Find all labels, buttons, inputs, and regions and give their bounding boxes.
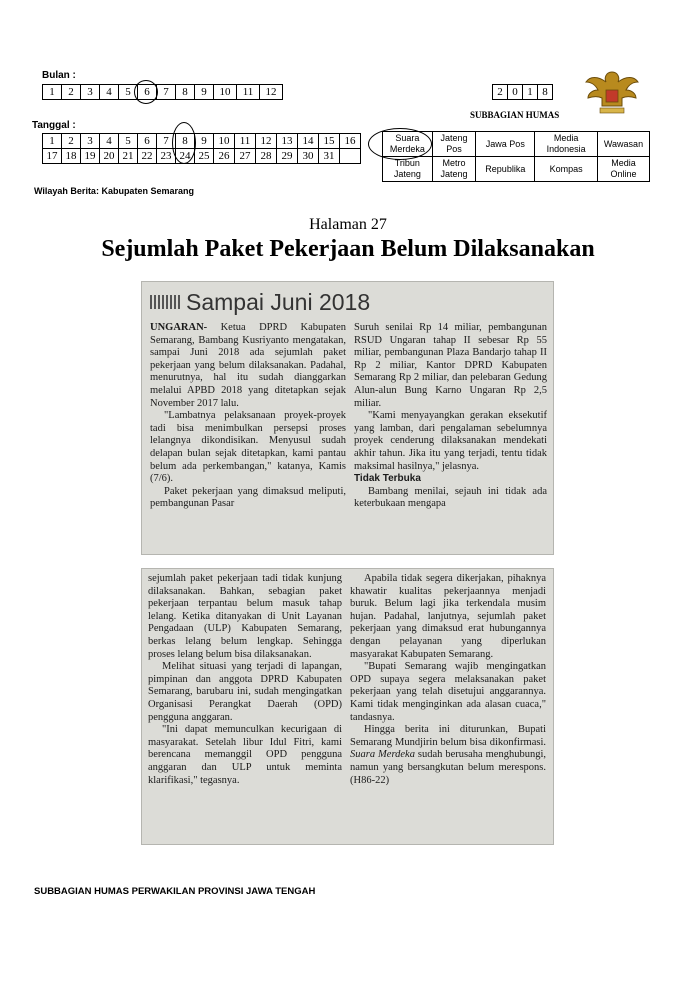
date-cell: 15 <box>319 134 340 149</box>
date-cell: 22 <box>138 149 157 164</box>
tanggal-label: Tanggal : <box>32 120 76 131</box>
date-cell: 4 <box>100 134 119 149</box>
month-cell: 9 <box>195 85 214 100</box>
article-column-4 <box>350 573 546 787</box>
article-paragraph: Melihat situasi yang terjadi di lapangan, pimpinan dan anggota DPRD Kabupaten Semarang, barubaru ini, sudah mengingatkan Organisasi Perangkat Daerah (OPD) pengguna anggaran. <box>148 661 342 723</box>
article-paragraph: UNGARAN- Ketua DPRD Kabupaten Semarang, Bambang Kusriyanto mengatakan, sampai Juni 2018 ada sejumlah paket pekerjaan yang belum dilaksanakan. Padahal, menurutnya, hal itu sudah dianggarkan melalui APBD 2018 yang ditetapkan sejak November 2017 lalu. <box>150 322 346 409</box>
date-cell: 9 <box>195 134 214 149</box>
date-cell: 27 <box>235 149 256 164</box>
media-cell: Metro Jateng <box>432 157 476 182</box>
garuda-emblem-icon <box>582 66 642 116</box>
date-cell: 20 <box>100 149 119 164</box>
news-clip-bottom <box>141 568 554 845</box>
month-cell: 7 <box>157 85 176 100</box>
media-cell: Jateng Pos <box>432 132 476 157</box>
wilayah-berita: Wilayah Berita: Kabupaten Semarang <box>34 186 194 196</box>
month-cell: 1 <box>43 85 62 100</box>
article-paragraph: sejumlah paket pekerjaan tadi tidak kunjung dilaksanakan. Bahkan, sebagian paket pekerjaan terpantau belum masuk tahap lelang. Ketika ditanyakan di Unit Layanan Pengadaan (ULP) Kabupaten Semarang, berkas lelang belum lengkap. Sehingga proses lelang belum bisa dilaksanakan. <box>148 573 342 660</box>
subbagian-label: SUBBAGIAN HUMAS <box>470 110 560 120</box>
media-cell: Kompas <box>535 157 598 182</box>
date-cell: 24 <box>176 149 195 164</box>
article-paragraph: Bambang menilai, sejauh ini tidak ada keterbukaan mengapa <box>354 485 547 510</box>
date-cell: 12 <box>256 134 277 149</box>
date-cell: 30 <box>298 149 319 164</box>
date-cell: 14 <box>298 134 319 149</box>
media-cell: Tribun Jateng <box>383 157 433 182</box>
date-cell: 21 <box>119 149 138 164</box>
source-name: Suara Merdeka <box>350 749 415 761</box>
bulan-label: Bulan : <box>42 70 76 81</box>
date-cell <box>340 149 361 164</box>
clip-title: Sampai Juni 2018 <box>186 288 371 315</box>
month-cell: 2 <box>62 85 81 100</box>
month-cell: 6 <box>138 85 157 100</box>
date-cell: 23 <box>157 149 176 164</box>
date-cell: 31 <box>319 149 340 164</box>
date-cell: 6 <box>138 134 157 149</box>
footer-label: SUBBAGIAN HUMAS PERWAKILAN PROVINSI JAWA TENGAH <box>34 886 316 897</box>
news-clip-top <box>141 281 554 555</box>
article-paragraph: "Lambatnya pelaksanaan proyek-proyek tadi bisa menimbulkan persepsi proses lelangnya dikondisikan. Menyusul sudah delapan bulan sejak ditetapkan, kami pantau belum ada perkembangan," katanya, Kamis (7/6). <box>150 410 346 485</box>
date-cell: 8 <box>176 134 195 149</box>
selected-date-circle <box>172 122 196 164</box>
year-digit: 0 <box>508 85 523 100</box>
date-cell: 11 <box>235 134 256 149</box>
article-column-1 <box>150 322 346 511</box>
date-cell: 28 <box>256 149 277 164</box>
date-cell: 1 <box>43 134 62 149</box>
month-cell: 3 <box>81 85 100 100</box>
date-cell: 19 <box>81 149 100 164</box>
headline: Sejumlah Paket Pekerjaan Belum Dilaksanakan <box>101 236 595 262</box>
date-cell: 17 <box>43 149 62 164</box>
date-cell: 10 <box>214 134 235 149</box>
year-digit: 2 <box>493 85 508 100</box>
date-cell: 29 <box>277 149 298 164</box>
article-paragraph: Paket pekerjaan yang dimaksud meliputi, pembangunan Pasar <box>150 485 346 510</box>
month-cell: 11 <box>237 85 260 100</box>
year-digit: 1 <box>523 85 538 100</box>
tanggal-grid <box>42 133 361 164</box>
month-cell: 4 <box>100 85 119 100</box>
clip-title-bar <box>150 288 370 316</box>
media-cell: Jawa Pos <box>476 132 535 157</box>
month-cell: 5 <box>119 85 138 100</box>
title-stripes-icon <box>150 295 180 309</box>
selected-media-circle <box>368 128 432 160</box>
date-cell: 18 <box>62 149 81 164</box>
year-box <box>492 84 553 100</box>
article-paragraph: Suruh senilai Rp 14 miliar, pembangunan RSUD Ungaran tahap II sebesar Rp 55 miliar, pembangunan Plaza Bandarjo tahap II Rp 2 miliar, Kantor DPRD Kabupaten Semarang Rp 2 miliar, dan pelebaran Gedung Alun-alun Bung Karno Ungaran Rp 2,5 miliar. <box>354 322 547 409</box>
media-cell: Suara Merdeka <box>383 132 433 157</box>
page-number: Halaman 27 <box>309 216 387 233</box>
article-paragraph: "Kami menyayangkan gerakan eksekutif yang lamban, dari pengalaman sebelumnya proyek cenderung dilaksanakan mendekati akhir tahun. Jika itu yang terjadi, tentu tidak maksimal hasilnya," jelasnya. <box>354 410 547 472</box>
month-cell: 12 <box>260 85 283 100</box>
article-paragraph: Hingga berita ini diturunkan, Bupati Semarang Mundjirin belum bisa dikonfirmasi. Suara Merdeka sudah berusaha menghubungi, namun yang bersangkutan belum merespons. (H86-22) <box>350 724 546 786</box>
article-column-2 <box>354 322 547 511</box>
date-cell: 7 <box>157 134 176 149</box>
article-paragraph: Apabila tidak segera dikerjakan, pihaknya khawatir kualitas pekerjaannya menjadi buruk. Belum lagi jika terkendala musim hujan. Padahal, lanjutnya, sejumlah paket pekerjaan yang dimaksud erat hubungannya dengan pelayanan yang diperlukan masyarakat Kabupaten Semarang. <box>350 573 546 660</box>
date-cell: 16 <box>340 134 361 149</box>
date-cell: 13 <box>277 134 298 149</box>
date-cell: 2 <box>62 134 81 149</box>
dateline: UNGARAN- <box>150 322 208 333</box>
month-cell: 10 <box>214 85 237 100</box>
selected-month-circle <box>134 80 158 104</box>
bulan-grid <box>42 84 283 100</box>
media-cell: Republika <box>476 157 535 182</box>
article-column-3 <box>148 573 342 787</box>
media-cell: Media Indonesia <box>535 132 598 157</box>
article-paragraph: "Ini dapat memunculkan kecurigaan di masyarakat. Setelah libur Idul Fitri, kami berencana memanggil OPD pengguna anggaran dan ULP untuk meminta klarifikasi," tegasnya. <box>148 724 342 786</box>
date-cell: 3 <box>81 134 100 149</box>
year-digit: 8 <box>538 85 553 100</box>
month-cell: 8 <box>176 85 195 100</box>
article-paragraph: "Bupati Semarang wajib mengingatkan OPD supaya segera melaksanakan paket pekerjaan yang telah disetujui anggarannya. Kami tidak menginginkan ada alasan cuaca," tandasnya. <box>350 661 546 723</box>
date-cell: 26 <box>214 149 235 164</box>
subheading: Tidak Terbuka <box>354 473 421 485</box>
media-cell: Media Online <box>597 157 649 182</box>
date-cell: 25 <box>195 149 214 164</box>
date-cell: 5 <box>119 134 138 149</box>
media-cell: Wawasan <box>597 132 649 157</box>
